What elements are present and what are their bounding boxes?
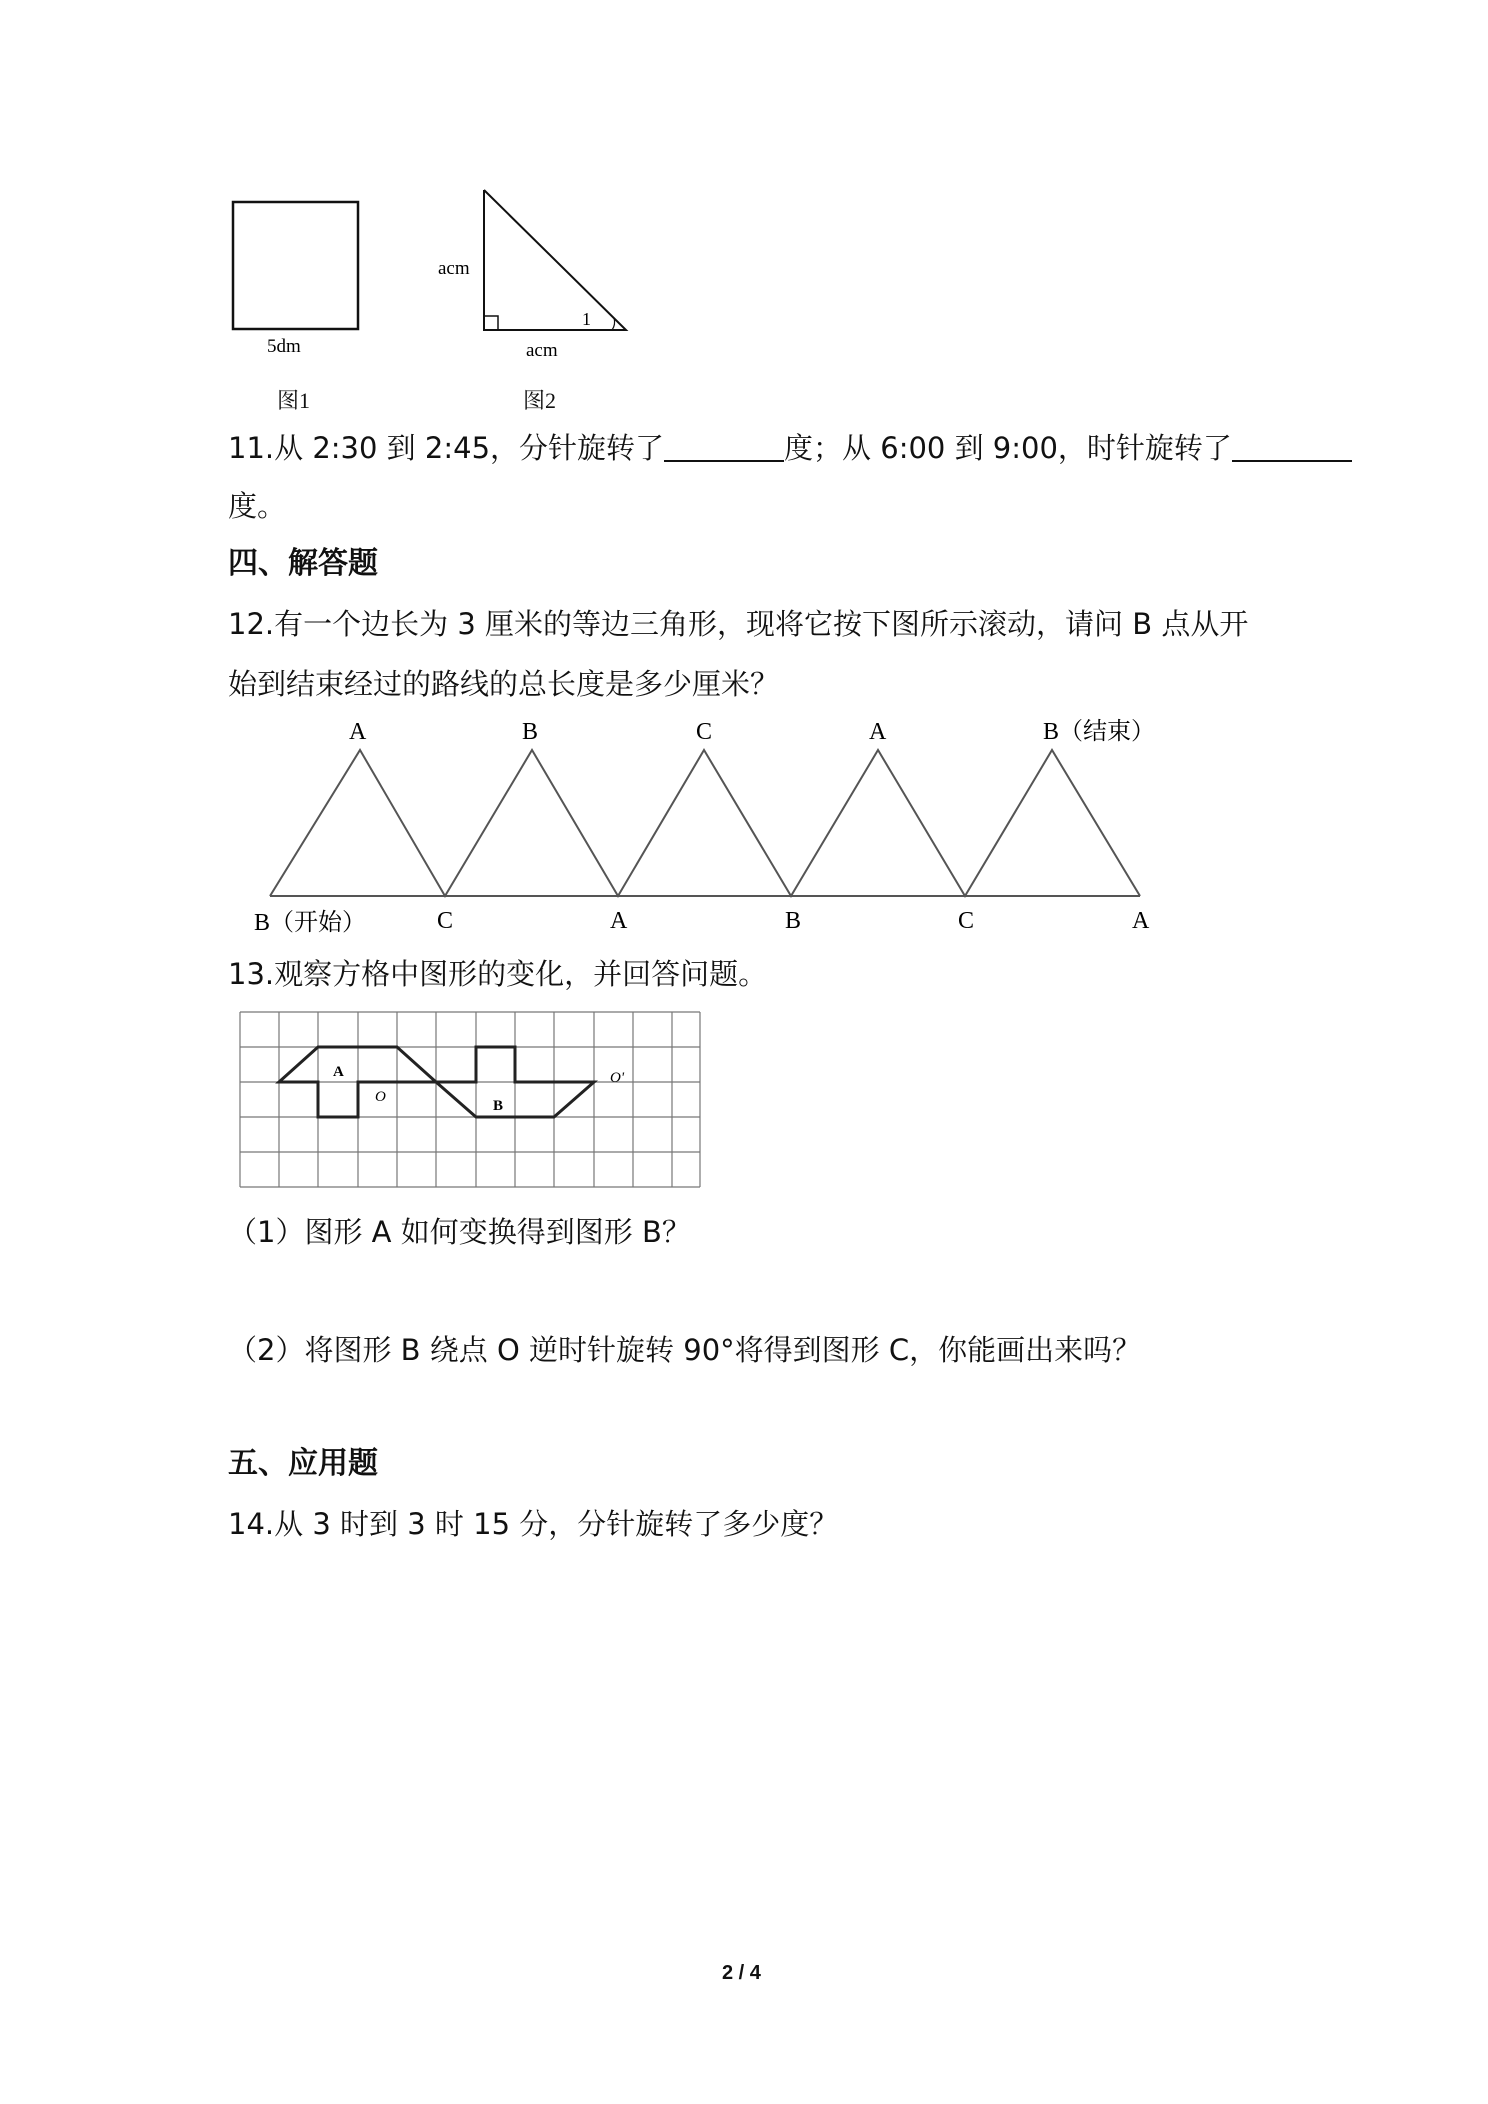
shape-b-label: B (493, 1098, 504, 1114)
angle-1-arc (612, 318, 615, 330)
shape-a-label: A (333, 1064, 344, 1080)
bottom-label-start: B（开始） (254, 910, 367, 936)
triangle-outline (270, 750, 1140, 896)
grid-figure (238, 1010, 708, 1195)
question-14: 14.从 3 时到 3 时 15 分，分针旋转了多少度？ (228, 1507, 839, 1541)
right-triangle-shape (484, 190, 626, 330)
question-13-sub2: （2）将图形 B 绕点 O 逆时针旋转 90°将得到图形 C，你能画出来吗？ (228, 1333, 1142, 1367)
angle-1-label: 1 (582, 309, 591, 329)
square-shape (233, 202, 358, 329)
bottom-label: C (958, 908, 975, 934)
bottom-label: C (437, 908, 454, 934)
figure-2 (430, 185, 630, 365)
top-label-end: B（结束） (1043, 719, 1156, 745)
question-13-sub1: （1）图形 A 如何变换得到图形 B？ (228, 1215, 691, 1249)
q11-blank-2[interactable] (1232, 430, 1352, 462)
q11-blank-1[interactable] (664, 430, 784, 462)
section-4-heading: 四、解答题 (228, 546, 378, 581)
q11-text-part3: 度。 (228, 489, 287, 523)
question-12-line1: 12.有一个边长为 3 厘米的等边三角形，现将它按下图所示滚动，请问 B 点从开 (228, 607, 1249, 641)
rolling-triangle-figure (240, 710, 1180, 950)
triangle-leg-label: acm (438, 258, 470, 279)
question-12-line2: 始到结束经过的路线的总长度是多少厘米？ (228, 667, 780, 701)
question-11-line1 (228, 428, 1352, 468)
figure-1 (225, 195, 375, 415)
bottom-label: A (1132, 908, 1150, 934)
figure-1-caption: 图1 (277, 388, 311, 413)
square-diagram (225, 195, 375, 415)
top-label: A (349, 719, 367, 745)
rolling-triangle-diagram (240, 710, 1180, 950)
right-angle-mark (484, 316, 498, 330)
q11-text-part2: 度；从 6:00 到 9:00，时针旋转了 (784, 431, 1232, 465)
top-label: C (696, 719, 713, 745)
triangle-base-label: acm (526, 340, 558, 361)
square-side-label: 5dm (267, 336, 301, 357)
grid-lines (240, 1012, 700, 1187)
section-5-heading: 五、应用题 (228, 1446, 378, 1481)
figure-2-caption: 图2 (523, 388, 557, 413)
triangle-diagram (430, 185, 630, 365)
bottom-label: B (785, 908, 802, 934)
question-13-stem: 13.观察方格中图形的变化，并回答问题。 (228, 957, 768, 991)
bottom-label: A (610, 908, 628, 934)
page-number: 2 / 4 (722, 1962, 761, 1984)
top-label: B (522, 719, 539, 745)
point-o-prime-label: O' (610, 1070, 625, 1086)
top-label: A (869, 719, 887, 745)
point-o-label: O (375, 1089, 386, 1105)
q11-text-part1: 11.从 2:30 到 2:45，分针旋转了 (228, 431, 665, 465)
grid-diagram (238, 1010, 708, 1195)
